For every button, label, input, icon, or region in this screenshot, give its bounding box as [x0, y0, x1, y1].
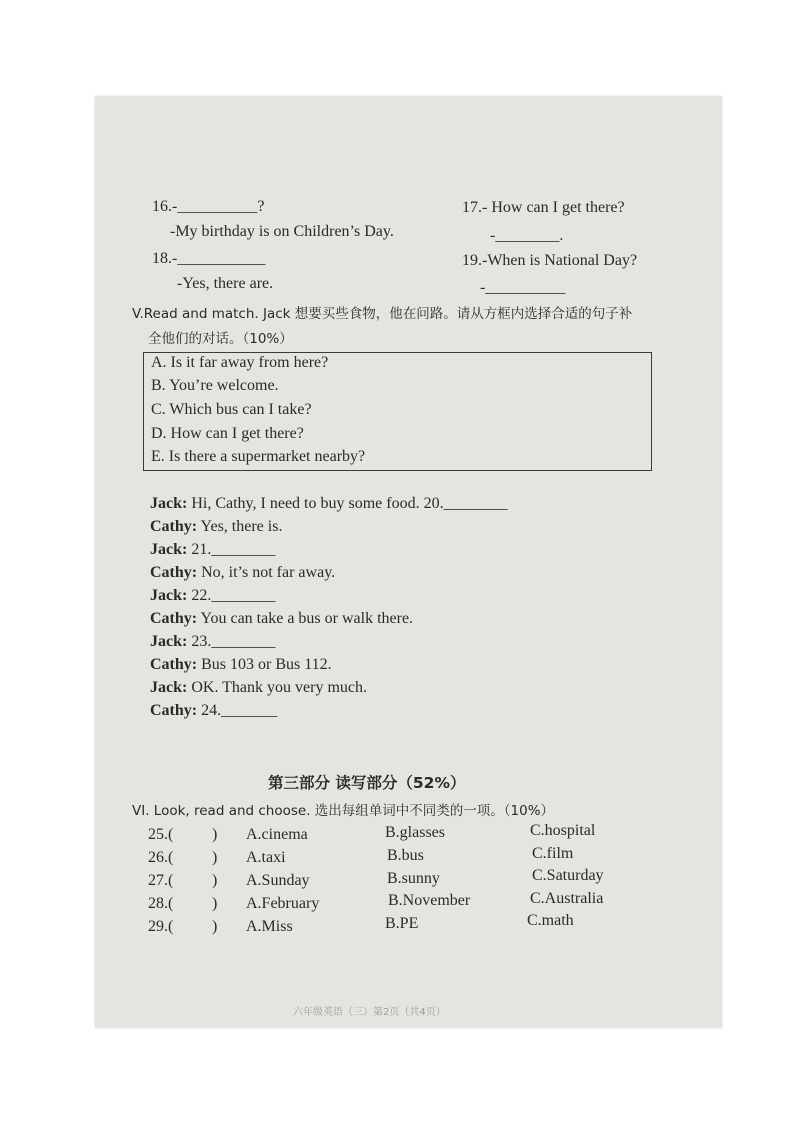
dialogue-line [150, 586, 275, 606]
option-a: A. Is it far away from here? [151, 354, 329, 371]
choice-a: A.Miss [246, 918, 293, 935]
line-text: 21.________ [187, 541, 276, 558]
choice-b: B.sunny [387, 870, 440, 887]
dialogue-line [150, 540, 275, 560]
line-text: No, it’s not far away. [197, 564, 336, 581]
speaker: Cathy: [150, 702, 198, 719]
question-number: 29.( [148, 918, 174, 935]
q16-answer: -My birthday is on Children’s Day. [170, 223, 394, 240]
question-number: 27.( [148, 872, 174, 889]
choice-c: C.film [532, 845, 574, 862]
dialogue-line [150, 517, 282, 537]
line-text: Yes, there is. [197, 518, 283, 535]
dialogue-line [150, 655, 332, 675]
dialogue-line [150, 632, 275, 652]
choice-c: C.Saturday [532, 867, 604, 884]
option-d: D. How can I get there? [151, 425, 304, 442]
q19-prompt: 19.-When is National Day? [462, 252, 638, 269]
line-text: OK. Thank you very much. [187, 679, 367, 696]
choice-c: C.Australia [530, 890, 604, 907]
speaker: Jack: [150, 633, 188, 650]
speaker: Cathy: [150, 656, 198, 673]
option-e: E. Is there a supermarket nearby? [151, 448, 366, 465]
line-text: 23.________ [187, 633, 276, 650]
q19-answer: -__________ [480, 279, 566, 296]
part3-title: 第三部分 读写部分（52%） [268, 774, 466, 792]
line-text: 22.________ [187, 587, 276, 604]
section6-title: VI. Look, read and choose. 选出每组单词中不同类的一项。（10%） [132, 803, 555, 819]
option-c: C. Which bus can I take? [151, 401, 312, 418]
answer-blank-close[interactable]: ) [212, 826, 218, 843]
section5-title-line2: 全他们的对话。（10%） [148, 331, 293, 347]
dialogue-line [150, 678, 367, 698]
choice-b: B.PE [385, 915, 419, 932]
line-text: Hi, Cathy, I need to buy some food. 20.________ [187, 495, 508, 512]
page-footer: 六年级英语（三）第2页（共4页） [293, 1007, 446, 1018]
option-b: B. You’re welcome. [151, 377, 279, 394]
speaker: Cathy: [150, 518, 198, 535]
question-number: 26.( [148, 849, 174, 866]
choice-b: B.glasses [385, 824, 445, 841]
choice-b: B.November [388, 892, 471, 909]
q16-prompt: 16.-__________? [152, 198, 265, 215]
answer-blank-close[interactable]: ) [212, 872, 218, 889]
question-number: 25.( [148, 826, 174, 843]
dialogue-line [150, 701, 277, 721]
speaker: Cathy: [150, 564, 198, 581]
choice-a: A.taxi [246, 849, 286, 866]
dialogue-line [150, 563, 335, 583]
dialogue-line [150, 609, 413, 629]
line-text: 24._______ [197, 702, 278, 719]
answer-blank-close[interactable]: ) [212, 895, 218, 912]
question-number: 28.( [148, 895, 174, 912]
choice-b: B.bus [387, 847, 424, 864]
choice-a: A.February [246, 895, 320, 912]
dialogue-line [150, 494, 508, 514]
answer-blank-close[interactable]: ) [212, 849, 218, 866]
line-text: You can take a bus or walk there. [197, 610, 414, 627]
speaker: Cathy: [150, 610, 198, 627]
q17-answer: -________. [490, 227, 564, 244]
choice-c: C.math [527, 912, 574, 929]
speaker: Jack: [150, 495, 188, 512]
q17-prompt: 17.- How can I get there? [462, 199, 625, 216]
q18-prompt: 18.-___________ [152, 250, 266, 267]
choice-a: A.cinema [246, 826, 308, 843]
line-text: Bus 103 or Bus 112. [197, 656, 332, 673]
section5-title-line1: V.Read and match. Jack 想要买些食物，他在问路。请从方框内选择合适的句子补 [132, 306, 633, 322]
speaker: Jack: [150, 541, 188, 558]
choice-a: A.Sunday [246, 872, 310, 889]
speaker: Jack: [150, 679, 188, 696]
choice-c: C.hospital [530, 822, 596, 839]
answer-blank-close[interactable]: ) [212, 918, 218, 935]
q18-answer: -Yes, there are. [177, 275, 274, 292]
speaker: Jack: [150, 587, 188, 604]
